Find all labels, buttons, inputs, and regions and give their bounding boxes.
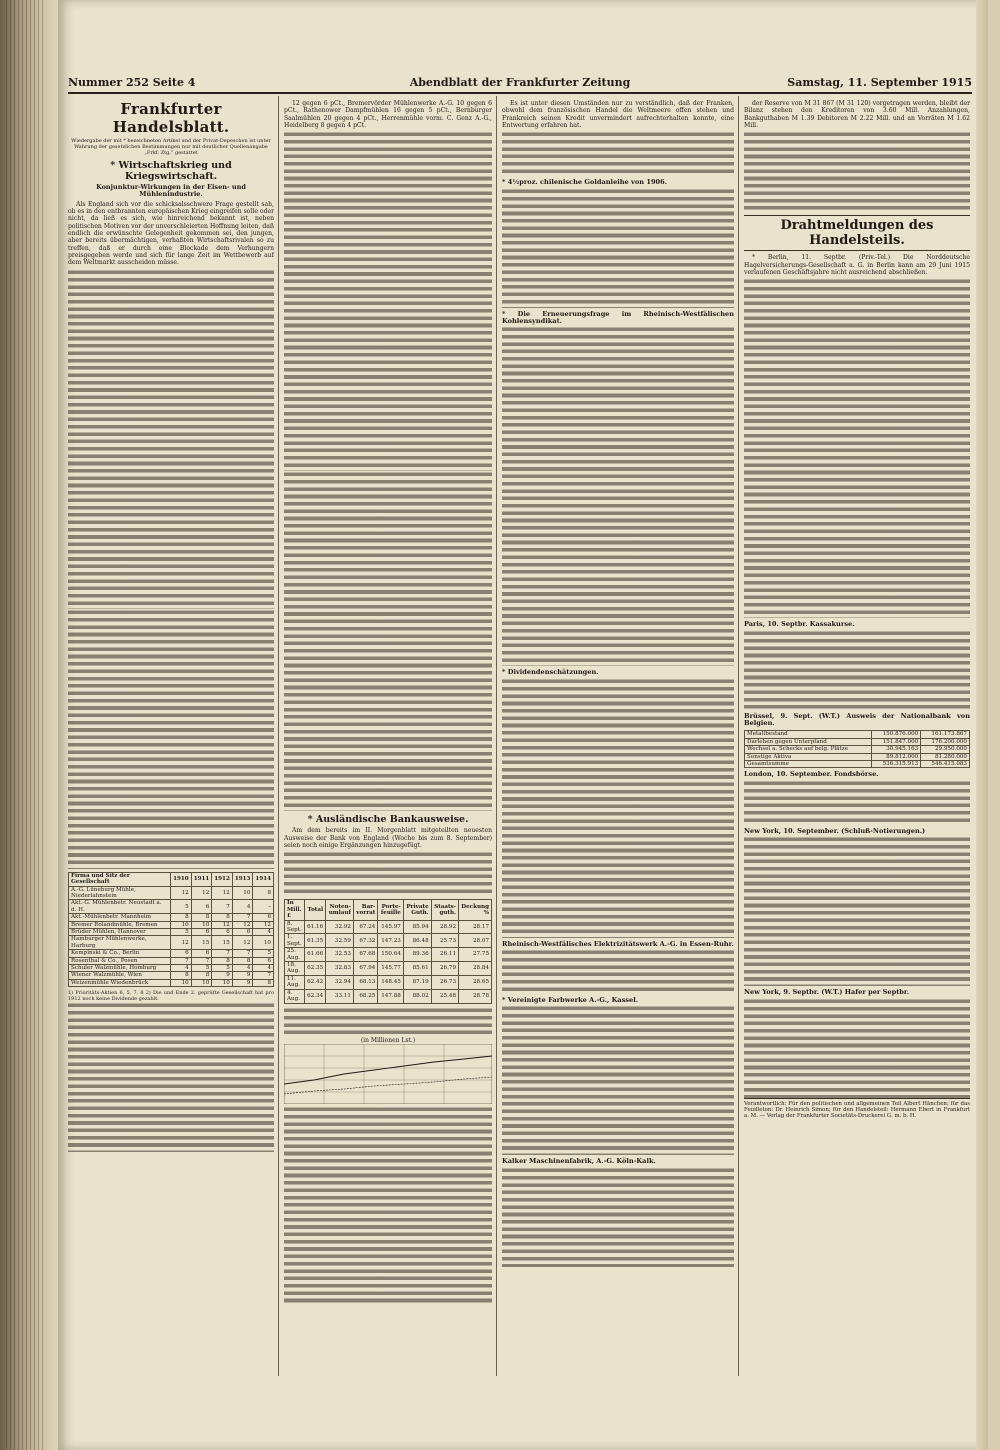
table-cell: 9: [232, 972, 253, 979]
table-row: [69, 965, 274, 972]
bank-of-england-table: [284, 899, 492, 1003]
table-cell: Darlehen gegen Unterpfand: [745, 738, 872, 745]
table-cell: 28.92: [431, 920, 458, 934]
article-text-body: [284, 1106, 492, 1306]
table-cell: Akt.-G. Mühlenbetr. Neustadt a. d. H.: [69, 900, 171, 914]
table-cell: 68.13: [353, 975, 377, 989]
table-cell: 12: [191, 886, 212, 900]
table-cell: 8: [212, 957, 233, 964]
article-text-body: [502, 1005, 734, 1155]
table-cell: Hamburger Mühlenwerke, Harburg: [69, 936, 171, 950]
table-cell: 4: [232, 965, 253, 972]
table-header-cell: 1912: [212, 872, 233, 886]
article-paragraph: * Berlin, 11. Septbr. (Priv.-Tel.) Die Norddeutsche Hagelversicherungs-Gesellschaft a. G. in Berlin kann am 29 Juni 1915 verlaufenen Geschäftsjahre nicht ausreichend abschließen.: [744, 254, 970, 277]
binding-texture: [6, 0, 46, 1450]
article-text-body: [284, 471, 492, 811]
issue-date: Samstag, 11. September 1915: [787, 76, 972, 89]
article-text-body: [502, 188, 734, 308]
table-row: [285, 934, 492, 948]
table-cell: 147.88: [378, 989, 403, 1003]
table-cell: Wechsel a. Schecks auf belg. Plätze: [745, 746, 872, 753]
table-cell: 4: [171, 965, 192, 972]
article-text-body: [284, 131, 492, 471]
table-cell: 5: [212, 965, 233, 972]
column-rule: [496, 96, 497, 1376]
column-4: [744, 100, 970, 1370]
article-text-body: [502, 678, 734, 938]
newspaper-title: Abendblatt der Frankfurter Zeitung: [409, 76, 631, 89]
table-cell: 176.200.000: [921, 738, 970, 745]
table-cell: 12: [232, 936, 253, 950]
table-row: [285, 948, 492, 962]
table-cell: 12: [171, 936, 192, 950]
table-header-cell: Firma und Sitz der Gesellschaft: [69, 872, 171, 886]
column-3: [502, 100, 734, 1370]
article-paragraph: 12 gegen 6 pCt., Bremervörder Mühlenwerke A.-G. 10 gegen 6 pCt., Rathenower Dampfmühlen 16 gegen 5 pCt., Bernburger Saalmühlen 20 gegen 4 pCt., Herrenmühle vorm. C. Genz A.-G., Heidelberg 8 gegen 4 pCt.: [284, 100, 492, 130]
table-cell: 6: [232, 929, 253, 936]
table-cell: 6: [212, 929, 233, 936]
table-cell: 7: [253, 972, 274, 979]
table-cell: 546.415.083: [921, 761, 970, 768]
table-cell: 12: [253, 921, 274, 928]
table-cell: 8: [191, 972, 212, 979]
article-text-body: [502, 949, 734, 994]
article-text-body: [502, 1167, 734, 1267]
table-cell: 7: [232, 950, 253, 957]
table-cell: 8: [253, 886, 274, 900]
table-cell: 15: [191, 936, 212, 950]
table-cell: 32.53: [326, 948, 354, 962]
article-text-body: [744, 131, 970, 211]
table-cell: 7: [191, 957, 212, 964]
table-cell: 12: [212, 886, 233, 900]
table-cell: 32.59: [326, 934, 354, 948]
table-cell: 89.36: [403, 948, 431, 962]
table-row: [69, 979, 274, 986]
table-cell: 8: [253, 979, 274, 986]
newspaper-page: [58, 0, 988, 1450]
table-cell: 8: [232, 957, 253, 964]
table-cell: 30.945.163: [872, 746, 921, 753]
table-row: [745, 731, 970, 738]
table-cell: 11. Aug.: [285, 975, 305, 989]
article-heading: * Vereinigte Farbwerke A.-G., Kassel.: [502, 996, 639, 1005]
price-listing: [744, 998, 970, 1098]
table-row: [69, 972, 274, 979]
table-cell: 6: [191, 900, 212, 914]
table-cell: 8: [191, 914, 212, 921]
table-cell: 9: [232, 979, 253, 986]
table-cell: Rosenthal & Co., Posen: [69, 957, 171, 964]
table-cell: 62.42: [305, 975, 326, 989]
table-footnote: 1) Prioritäts-Aktien 6, 5, 7, 8 2) Die und Ende 2. geprüfte Gesellschaft hat pro 1912 noch keine Dividende gezahlt.: [68, 990, 274, 1003]
table-cell: 12: [232, 921, 253, 928]
table-cell: 67.94: [353, 962, 377, 976]
table-cell: 8: [171, 914, 192, 921]
table-cell: 68.25: [353, 989, 377, 1003]
table-row: [69, 914, 274, 921]
table-header-cell: Private Guth.: [403, 900, 431, 920]
table-cell: Wiener Walzmühle, Wien: [69, 972, 171, 979]
issue-number: Nummer 252 Seite 4: [68, 76, 196, 89]
table-cell: 8: [171, 972, 192, 979]
price-listing: [744, 630, 970, 710]
table-cell: Kempinski & Co., Berlin: [69, 950, 171, 957]
market-heading: Brüssel, 9. Sept. (W.T.) Ausweis der Nationalbank von Belgien.: [744, 711, 970, 728]
market-heading: London, 10. September. Fondsbörse.: [744, 770, 879, 779]
table-cell: Brüder Mühlen, Hannover: [69, 929, 171, 936]
table-header-cell: 1910: [171, 872, 192, 886]
table-header-cell: Total: [305, 900, 326, 920]
table-row: [69, 900, 274, 914]
table-cell: 10: [171, 921, 192, 928]
table-cell: 150.876.000: [872, 731, 921, 738]
article-heading: * 4½proz. chilenische Goldanleihe von 1906.: [502, 178, 668, 187]
table-cell: 61.16: [305, 920, 326, 934]
table-cell: 27.75: [459, 948, 492, 962]
table-cell: 85.61: [403, 962, 431, 976]
table-header-cell: In Mill. £: [285, 900, 305, 920]
table-cell: 10: [171, 979, 192, 986]
article-paragraph: Es ist unter diesen Umständen nur zu verständlich, daß der Franken, obwohl dem französischen Handel die Weltmeere offen stehen und Frankreich seinen Kredit unvermindert aufrechterhalten konnte, eine Entwertung erfahren hat.: [502, 100, 734, 130]
price-listing: [744, 780, 970, 825]
table-cell: 5: [191, 965, 212, 972]
table-cell: 536.315.913: [872, 761, 921, 768]
dividend-table: [68, 872, 274, 988]
table-cell: 61.66: [305, 948, 326, 962]
table-cell: 10: [253, 936, 274, 950]
table-cell: 61.35: [305, 934, 326, 948]
article-text-body: [284, 1007, 492, 1037]
article-heading: * Wirtschaftskrieg und Kriegswirtschaft.: [110, 160, 232, 182]
column-1: [68, 100, 274, 1370]
masthead: [68, 76, 972, 94]
table-cell: 5: [171, 929, 192, 936]
table-cell: 12: [212, 921, 233, 928]
table-cell: A.-G. Lüneburg Mühle, Niederlahnstein: [69, 886, 171, 900]
article-paragraph: Als England sich vor die schicksalsschwere Frage gestellt sah, ob es in den entbrannten europäischen Krieg eingreifen solle oder nicht, da ließ es sich, wie hinreichend bekannt ist, neben politischen Motiven vor der unverschleierten Hoffnung leiten, daß endlich die erwünschte Gelegenheit gekommen sei, den jungen, aber bereits übermächtigen, verhaßten Wirtschaftsrivalen so zu treffen, daß er durch eine Blockade dem Verhungern preisgegeben werde und sich für lange Zeit im Wettbewerb auf dem Weltmarkt ausscheiden müsse.: [68, 200, 274, 267]
table-cell: Bremer Rolandmühle, Bremen: [69, 921, 171, 928]
table-cell: 10: [191, 979, 212, 986]
table-row: [285, 962, 492, 976]
table-cell: 28.84: [459, 962, 492, 976]
table-cell: 148.45: [378, 975, 403, 989]
table-cell: 8. Sept.: [285, 920, 305, 934]
table-header-cell: Noten-umlauf: [326, 900, 354, 920]
bank-chart: [284, 1044, 492, 1104]
table-cell: 6: [253, 914, 274, 921]
table-cell: 67.32: [353, 934, 377, 948]
table-cell: 25. Aug.: [285, 948, 305, 962]
table-cell: 32.94: [326, 975, 354, 989]
national-bank-table: [744, 730, 970, 768]
table-cell: 26.73: [431, 975, 458, 989]
table-cell: 6: [171, 950, 192, 957]
chart-caption: (in Millionen Lst.): [360, 1036, 416, 1044]
reprint-notice: Wiedergabe der mit * bezeichneten Artikel und der Privat-Depeschen ist unter Wahrung der gesetzlichen Bestimmungen nur mit deutlicher Quellenangabe „Frkf. Ztg.“ gestattet: [71, 138, 271, 156]
table-cell: 28.07: [459, 934, 492, 948]
table-row: [69, 957, 274, 964]
table-cell: 62.34: [305, 989, 326, 1003]
table-header-cell: 1914: [253, 872, 274, 886]
table-cell: 86.48: [403, 934, 431, 948]
table-row: [285, 975, 492, 989]
table-cell: Akt.-Mühlenbetr. Mannheim: [69, 914, 171, 921]
table-row: [69, 936, 274, 950]
table-header-cell: Deckung %: [459, 900, 492, 920]
page-edge: [976, 0, 988, 1450]
table-header-cell: 1913: [232, 872, 253, 886]
article-heading: Kalker Maschinenfabrik, A.-G. Köln-Kalk.: [502, 1157, 656, 1166]
table-header-cell: Staats-guth.: [431, 900, 458, 920]
table-header-cell: 1911: [191, 872, 212, 886]
table-cell: 85.94: [403, 920, 431, 934]
table-cell: 147.23: [378, 934, 403, 948]
article-text-body: [68, 1002, 274, 1152]
wire-reports-heading: Drahtmeldungen des Handelsteils.: [744, 215, 970, 251]
market-heading: Paris, 10. Septbr. Kassakurse.: [744, 620, 855, 629]
table-cell: 5: [171, 900, 192, 914]
table-cell: 10: [212, 979, 233, 986]
table-cell: Sonstige Aktiva: [745, 753, 872, 760]
table-cell: Schuler Walzmühle, Homburg: [69, 965, 171, 972]
table-cell: 62.35: [305, 962, 326, 976]
article-heading: * Ausländische Bankausweise.: [307, 814, 469, 826]
article-text-body: [284, 851, 492, 896]
table-cell: 145.77: [378, 962, 403, 976]
table-cell: 5: [253, 950, 274, 957]
table-row: [69, 921, 274, 928]
article-paragraph: Am dem bereits im II. Morgenblatt mitgeteilten neuesten Ausweise der Bank von England (Woche bis zum 8. September) seien noch einige Ergänzungen hinzugefügt.: [284, 827, 492, 850]
price-listing: [744, 836, 970, 986]
table-cell: 67.24: [353, 920, 377, 934]
table-cell: 8: [212, 914, 233, 921]
table-row: [69, 886, 274, 900]
table-cell: 4: [253, 965, 274, 972]
table-cell: 1. Sept.: [285, 934, 305, 948]
table-cell: 32.83: [326, 962, 354, 976]
table-cell: 18. Aug.: [285, 962, 305, 976]
column-rule: [278, 96, 279, 1376]
imprint: Verantwortlich: Für den politischen und allgemeinen Teil Albert Hänchen; für das Feuilleton: Dr. Heinrich Simon; für den Handelsteil: Hermann Ebert in Frankfurt a. M. — Verlag der Frankfurter Societäts-Druckerei G. m. b. H.: [744, 1098, 970, 1120]
article-heading: Rheinisch-Westfälisches Elektrizitätswerk A.-G. in Essen-Ruhr.: [502, 939, 734, 948]
article-heading: * Die Erneuerungsfrage im Rheinisch-Westfälischen Kohlensyndikat.: [502, 309, 734, 326]
table-row: [69, 929, 274, 936]
table-cell: 25.48: [431, 989, 458, 1003]
article-text-body: [68, 609, 274, 869]
table-cell: 25.73: [431, 934, 458, 948]
table-cell: 81.280.000: [921, 753, 970, 760]
table-cell: 161.173.867: [921, 731, 970, 738]
table-cell: Gesamtsumme: [745, 761, 872, 768]
table-cell: Metallbestand: [745, 731, 872, 738]
table-cell: 151.847.000: [872, 738, 921, 745]
table-row: [285, 920, 492, 934]
table-cell: 145.97: [378, 920, 403, 934]
table-header-cell: Bar-vorrat: [353, 900, 377, 920]
column-rule: [738, 96, 739, 1376]
table-cell: 26.11: [431, 948, 458, 962]
table-cell: 87.19: [403, 975, 431, 989]
table-row: [745, 738, 970, 745]
article-subheading: Konjunktur-Wirkungen in der Eisen- und Mühlenindustrie.: [96, 183, 246, 199]
table-cell: 7: [171, 957, 192, 964]
table-row: [745, 753, 970, 760]
table-row: [285, 989, 492, 1003]
table-cell: 6: [191, 929, 212, 936]
table-cell: 28.78: [459, 989, 492, 1003]
table-cell: 4: [253, 929, 274, 936]
table-cell: 26.79: [431, 962, 458, 976]
table-cell: 67.68: [353, 948, 377, 962]
book-binding-spine: [0, 0, 58, 1450]
table-cell: 15: [212, 936, 233, 950]
table-cell: 29.950.000: [921, 746, 970, 753]
article-paragraph: der Reserve von M 31 867 (M 31 120) vorgetragen werden, bleibt der Bilanz stehen den Kreditoren von 3.60 Mill. Anzahlungen, Bankguthaben M 1.39 Debitoren M 2.22 Mill. und an Vorräten M 1.62 Mill.: [744, 100, 970, 130]
table-cell: Weizenmühle Wiedenbrück: [69, 979, 171, 986]
table-cell: –: [253, 900, 274, 914]
table-cell: 33.11: [326, 989, 354, 1003]
section-masthead: Frankfurter Handelsblatt.: [112, 100, 230, 136]
column-2: [284, 100, 492, 1370]
table-cell: 28.17: [459, 920, 492, 934]
table-cell: 6: [253, 957, 274, 964]
table-cell: 28.65: [459, 975, 492, 989]
table-cell: 7: [232, 914, 253, 921]
table-cell: 89.812.000: [872, 753, 921, 760]
article-text-body: [502, 131, 734, 176]
table-cell: 4: [232, 900, 253, 914]
table-cell: 7: [212, 950, 233, 957]
table-cell: 10: [232, 886, 253, 900]
table-cell: 6: [191, 950, 212, 957]
table-header-cell: Porte-feuille: [378, 900, 403, 920]
table-row: [745, 746, 970, 753]
table-cell: 88.02: [403, 989, 431, 1003]
table-cell: 9: [212, 972, 233, 979]
market-heading: New York, 10. September. (Schluß-Notierungen.): [744, 826, 926, 835]
market-heading: New York, 9. Septbr. (W.T.) Hafer per Septbr.: [744, 988, 910, 997]
table-cell: 150.64: [378, 948, 403, 962]
table-row: [745, 761, 970, 768]
table-cell: 32.92: [326, 920, 354, 934]
article-text-body: [502, 326, 734, 666]
article-text-body: [68, 269, 274, 609]
article-text-body: [744, 278, 970, 618]
table-cell: 4. Aug.: [285, 989, 305, 1003]
article-heading: * Dividendenschätzungen.: [502, 668, 599, 677]
table-cell: 7: [212, 900, 233, 914]
table-row: [69, 950, 274, 957]
table-cell: 10: [191, 921, 212, 928]
table-cell: 12: [171, 886, 192, 900]
